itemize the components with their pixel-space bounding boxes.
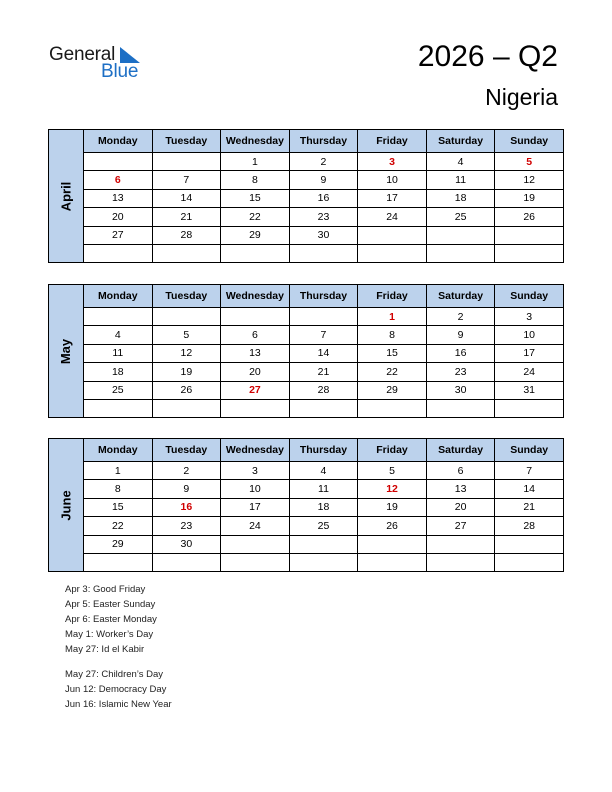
day-cell <box>221 308 290 326</box>
day-cell: 26 <box>358 517 427 535</box>
day-cell: 13 <box>84 189 153 207</box>
day-cell <box>152 399 221 417</box>
day-cell <box>221 553 290 571</box>
weekday-header: Saturday <box>426 285 495 308</box>
week-row <box>49 399 564 417</box>
weekday-header: Wednesday <box>221 285 290 308</box>
month-label-cell <box>49 439 84 572</box>
day-cell <box>358 535 427 553</box>
weekday-header: Tuesday <box>152 285 221 308</box>
day-cell <box>289 308 358 326</box>
day-cell: 21 <box>495 498 564 516</box>
day-cell: 13 <box>221 344 290 362</box>
day-cell: 3 <box>221 462 290 480</box>
day-cell: 25 <box>289 517 358 535</box>
day-cell: 6 <box>426 462 495 480</box>
holiday-note: May 27: Children’s Day <box>65 669 164 680</box>
day-cell: 28 <box>152 226 221 244</box>
holiday-day-cell: 5 <box>495 153 564 171</box>
day-cell: 25 <box>84 381 153 399</box>
weekday-header: Wednesday <box>221 130 290 153</box>
day-cell: 22 <box>84 517 153 535</box>
week-row <box>49 553 564 571</box>
day-cell: 9 <box>289 171 358 189</box>
day-cell <box>426 535 495 553</box>
day-cell: 11 <box>84 344 153 362</box>
weekday-header-row <box>49 285 564 308</box>
day-cell: 23 <box>289 208 358 226</box>
day-cell: 11 <box>289 480 358 498</box>
day-cell <box>358 399 427 417</box>
day-cell: 23 <box>426 363 495 381</box>
day-cell <box>84 244 153 262</box>
holiday-day-cell: 1 <box>358 308 427 326</box>
weekday-header: Friday <box>358 130 427 153</box>
day-cell <box>495 244 564 262</box>
day-cell: 28 <box>495 517 564 535</box>
day-cell <box>426 399 495 417</box>
day-cell <box>495 535 564 553</box>
page-title: 2026 – Q2 <box>417 40 558 73</box>
day-cell <box>289 553 358 571</box>
holiday-note: May 1: Worker’s Day <box>65 629 154 640</box>
week-row <box>49 535 564 553</box>
day-cell <box>426 244 495 262</box>
day-cell: 29 <box>84 535 153 553</box>
day-cell: 27 <box>84 226 153 244</box>
weekday-header-row <box>49 130 564 153</box>
day-cell: 24 <box>358 208 427 226</box>
day-cell: 14 <box>289 344 358 362</box>
day-cell: 9 <box>426 326 495 344</box>
day-cell: 5 <box>152 326 221 344</box>
weekday-header: Monday <box>84 285 153 308</box>
week-row <box>49 381 564 399</box>
day-cell <box>152 244 221 262</box>
day-cell: 20 <box>426 498 495 516</box>
day-cell: 18 <box>426 189 495 207</box>
brand-name-blue: Blue <box>101 61 139 82</box>
holiday-day-cell: 3 <box>358 153 427 171</box>
month-name: June <box>58 490 74 521</box>
weekday-header: Sunday <box>495 130 564 153</box>
day-cell <box>221 244 290 262</box>
day-cell: 30 <box>289 226 358 244</box>
weekday-header: Monday <box>84 130 153 153</box>
day-cell: 2 <box>152 462 221 480</box>
day-cell: 24 <box>221 517 290 535</box>
day-cell <box>221 399 290 417</box>
weekday-header: Saturday <box>426 130 495 153</box>
day-cell: 3 <box>495 308 564 326</box>
day-cell: 23 <box>152 517 221 535</box>
weekday-header: Monday <box>84 439 153 462</box>
calendar-table <box>48 284 564 418</box>
day-cell <box>84 153 153 171</box>
week-row <box>49 244 564 262</box>
day-cell: 18 <box>289 498 358 516</box>
day-cell: 17 <box>495 344 564 362</box>
day-cell: 19 <box>152 363 221 381</box>
weekday-header: Friday <box>358 439 427 462</box>
day-cell: 4 <box>289 462 358 480</box>
country-name: Nigeria <box>485 84 558 110</box>
day-cell: 12 <box>152 344 221 362</box>
day-cell: 19 <box>358 498 427 516</box>
day-cell: 14 <box>152 189 221 207</box>
holiday-note: Apr 6: Easter Monday <box>65 614 157 625</box>
day-cell <box>426 553 495 571</box>
week-row <box>49 498 564 516</box>
holiday-day-cell: 27 <box>221 381 290 399</box>
day-cell <box>426 226 495 244</box>
holiday-note: Jun 16: Islamic New Year <box>65 699 172 710</box>
day-cell: 10 <box>358 171 427 189</box>
day-cell: 7 <box>152 171 221 189</box>
day-cell <box>152 153 221 171</box>
weekday-header: Thursday <box>289 285 358 308</box>
day-cell: 6 <box>221 326 290 344</box>
day-cell: 29 <box>358 381 427 399</box>
holiday-day-cell: 12 <box>358 480 427 498</box>
day-cell: 28 <box>289 381 358 399</box>
day-cell: 26 <box>152 381 221 399</box>
weekday-header: Wednesday <box>221 439 290 462</box>
day-cell <box>84 553 153 571</box>
day-cell: 16 <box>289 189 358 207</box>
holiday-day-cell: 16 <box>152 498 221 516</box>
day-cell: 22 <box>221 208 290 226</box>
weekday-header-row <box>49 439 564 462</box>
holiday-notes-group-2 <box>65 667 172 712</box>
day-cell: 31 <box>495 381 564 399</box>
day-cell: 18 <box>84 363 153 381</box>
day-cell <box>358 553 427 571</box>
month-calendar-may <box>48 284 564 418</box>
weekday-header: Tuesday <box>152 439 221 462</box>
day-cell: 1 <box>221 153 290 171</box>
holiday-note: Apr 3: Good Friday <box>65 584 146 595</box>
day-cell: 4 <box>84 326 153 344</box>
day-cell: 5 <box>358 462 427 480</box>
day-cell <box>495 553 564 571</box>
day-cell: 4 <box>426 153 495 171</box>
day-cell: 30 <box>426 381 495 399</box>
weekday-header: Thursday <box>289 439 358 462</box>
day-cell: 10 <box>221 480 290 498</box>
day-cell: 11 <box>426 171 495 189</box>
week-row <box>49 517 564 535</box>
holiday-note: May 27: Id el Kabir <box>65 644 145 655</box>
holiday-day-cell: 6 <box>84 171 153 189</box>
day-cell <box>84 308 153 326</box>
day-cell <box>289 399 358 417</box>
week-row <box>49 363 564 381</box>
day-cell: 20 <box>221 363 290 381</box>
day-cell <box>358 226 427 244</box>
day-cell: 8 <box>358 326 427 344</box>
day-cell: 30 <box>152 535 221 553</box>
day-cell: 19 <box>495 189 564 207</box>
day-cell <box>84 399 153 417</box>
day-cell <box>221 535 290 553</box>
day-cell: 21 <box>152 208 221 226</box>
day-cell <box>495 226 564 244</box>
holiday-note: Apr 5: Easter Sunday <box>65 599 156 610</box>
day-cell: 8 <box>221 171 290 189</box>
day-cell <box>495 399 564 417</box>
calendar-table <box>48 129 564 263</box>
day-cell: 2 <box>289 153 358 171</box>
week-row <box>49 226 564 244</box>
month-name: April <box>58 181 74 211</box>
weekday-header: Saturday <box>426 439 495 462</box>
week-row <box>49 189 564 207</box>
week-row <box>49 308 564 326</box>
day-cell <box>289 244 358 262</box>
weekday-header: Sunday <box>495 439 564 462</box>
day-cell: 15 <box>84 498 153 516</box>
day-cell: 25 <box>426 208 495 226</box>
day-cell <box>152 308 221 326</box>
day-cell: 17 <box>221 498 290 516</box>
day-cell: 26 <box>495 208 564 226</box>
weekday-header: Thursday <box>289 130 358 153</box>
brand-logo <box>49 44 159 84</box>
day-cell <box>358 244 427 262</box>
day-cell: 20 <box>84 208 153 226</box>
week-row <box>49 344 564 362</box>
day-cell: 14 <box>495 480 564 498</box>
week-row <box>49 326 564 344</box>
day-cell <box>152 553 221 571</box>
day-cell: 22 <box>358 363 427 381</box>
day-cell <box>289 535 358 553</box>
day-cell: 15 <box>221 189 290 207</box>
brand-name-general: General <box>49 44 116 65</box>
month-name: May <box>58 338 74 364</box>
calendar-table <box>48 438 564 572</box>
day-cell: 1 <box>84 462 153 480</box>
day-cell: 10 <box>495 326 564 344</box>
day-cell: 13 <box>426 480 495 498</box>
day-cell: 9 <box>152 480 221 498</box>
day-cell: 27 <box>426 517 495 535</box>
day-cell: 2 <box>426 308 495 326</box>
holiday-note: Jun 12: Democracy Day <box>65 684 167 695</box>
week-row <box>49 462 564 480</box>
week-row <box>49 208 564 226</box>
day-cell: 8 <box>84 480 153 498</box>
day-cell: 7 <box>495 462 564 480</box>
weekday-header: Friday <box>358 285 427 308</box>
day-cell: 15 <box>358 344 427 362</box>
day-cell: 21 <box>289 363 358 381</box>
holiday-notes-group-1 <box>65 582 157 657</box>
month-calendar-april <box>48 129 564 263</box>
month-calendar-june <box>48 438 564 572</box>
day-cell: 17 <box>358 189 427 207</box>
day-cell: 12 <box>495 171 564 189</box>
day-cell: 7 <box>289 326 358 344</box>
day-cell: 24 <box>495 363 564 381</box>
day-cell: 29 <box>221 226 290 244</box>
weekday-header: Tuesday <box>152 130 221 153</box>
week-row <box>49 153 564 171</box>
week-row <box>49 480 564 498</box>
day-cell: 16 <box>426 344 495 362</box>
week-row <box>49 171 564 189</box>
month-label-cell <box>49 130 84 263</box>
weekday-header: Sunday <box>495 285 564 308</box>
month-label-cell <box>49 285 84 418</box>
